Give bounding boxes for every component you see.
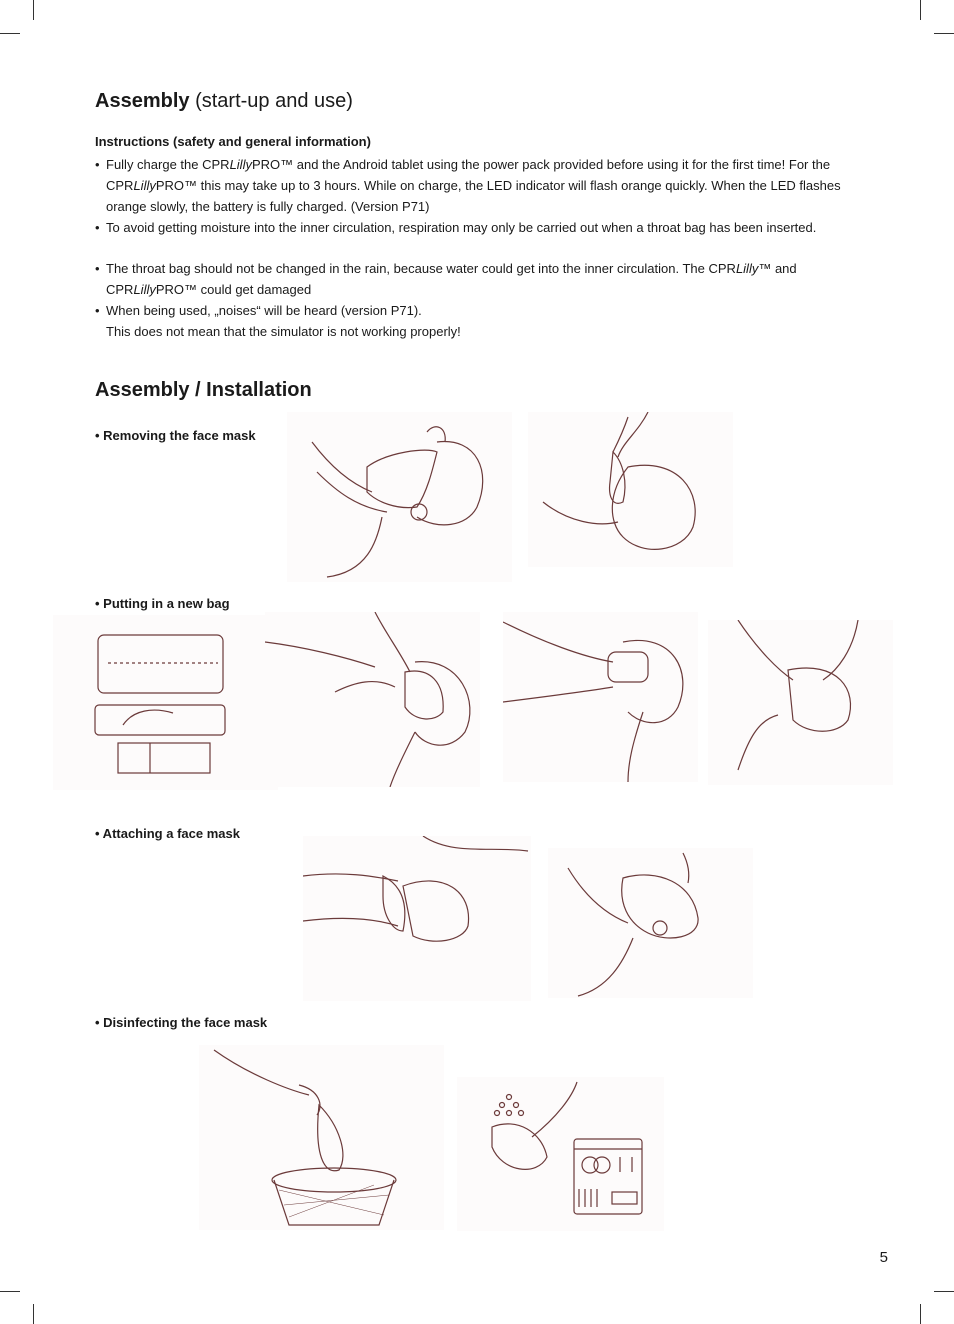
- instructions-title: Instructions (safety and general information): [95, 134, 371, 149]
- mask-attached-illustration: [548, 848, 753, 998]
- title-bold: Assembly: [95, 90, 190, 112]
- section-label-new-bag: • Putting in a new bag: [95, 596, 230, 611]
- crop-mark: [0, 33, 20, 34]
- insert-bag-illustration: [265, 612, 480, 787]
- mask-removed-illustration: [528, 412, 733, 567]
- crop-mark: [0, 1291, 20, 1292]
- crop-mark: [33, 1304, 34, 1324]
- bag-finished-illustration: [708, 620, 893, 785]
- crop-mark: [920, 0, 921, 20]
- crop-mark: [33, 0, 34, 20]
- attach-mask-illustration: [303, 836, 531, 1001]
- section-heading: Assembly / Installation: [95, 379, 312, 401]
- crop-mark: [934, 1291, 954, 1292]
- crop-mark: [934, 33, 954, 34]
- section-label-remove-mask: • Removing the face mask: [95, 428, 256, 443]
- throat-bag-illustration: [53, 615, 278, 790]
- section-label-attach-mask: • Attaching a face mask: [95, 826, 240, 841]
- crop-mark: [920, 1304, 921, 1324]
- head-mask-illustration: [287, 412, 512, 582]
- bullet-2: • To avoid getting moisture into the inner circulation, respiration may only be carried out when a throat bag has been inserted.: [95, 220, 817, 235]
- page-title: [95, 90, 353, 113]
- page-number: 5: [879, 1249, 888, 1266]
- title-light: (start-up and use): [195, 90, 353, 112]
- bullet-1: • Fully charge the CPRLillyPRO™ and the Android tablet using the power pack provided before using it for the first time! For the CPRLillyPRO™ this may take up to 3 hours. While on charge, the LED indicator will flash orange quickly. When the LED flashes orange slowly, the battery is fully charged. (Version P71): [95, 157, 841, 214]
- bag-adjust-illustration: [503, 612, 698, 782]
- clean-mask-illustration: [457, 1077, 664, 1231]
- bullet-3: • The throat bag should not be changed in the rain, because water could get into the inner circulation. The CPRLilly™ and CPRLillyPRO™ could get damaged: [95, 261, 797, 297]
- section-label-disinfect-mask: • Disinfecting the face mask: [95, 1015, 268, 1030]
- bullet-4: • When being used, „noises“ will be heard (version P71). This does not mean that the simulator is not working properly!: [95, 303, 461, 339]
- discard-mask-illustration: [199, 1045, 444, 1230]
